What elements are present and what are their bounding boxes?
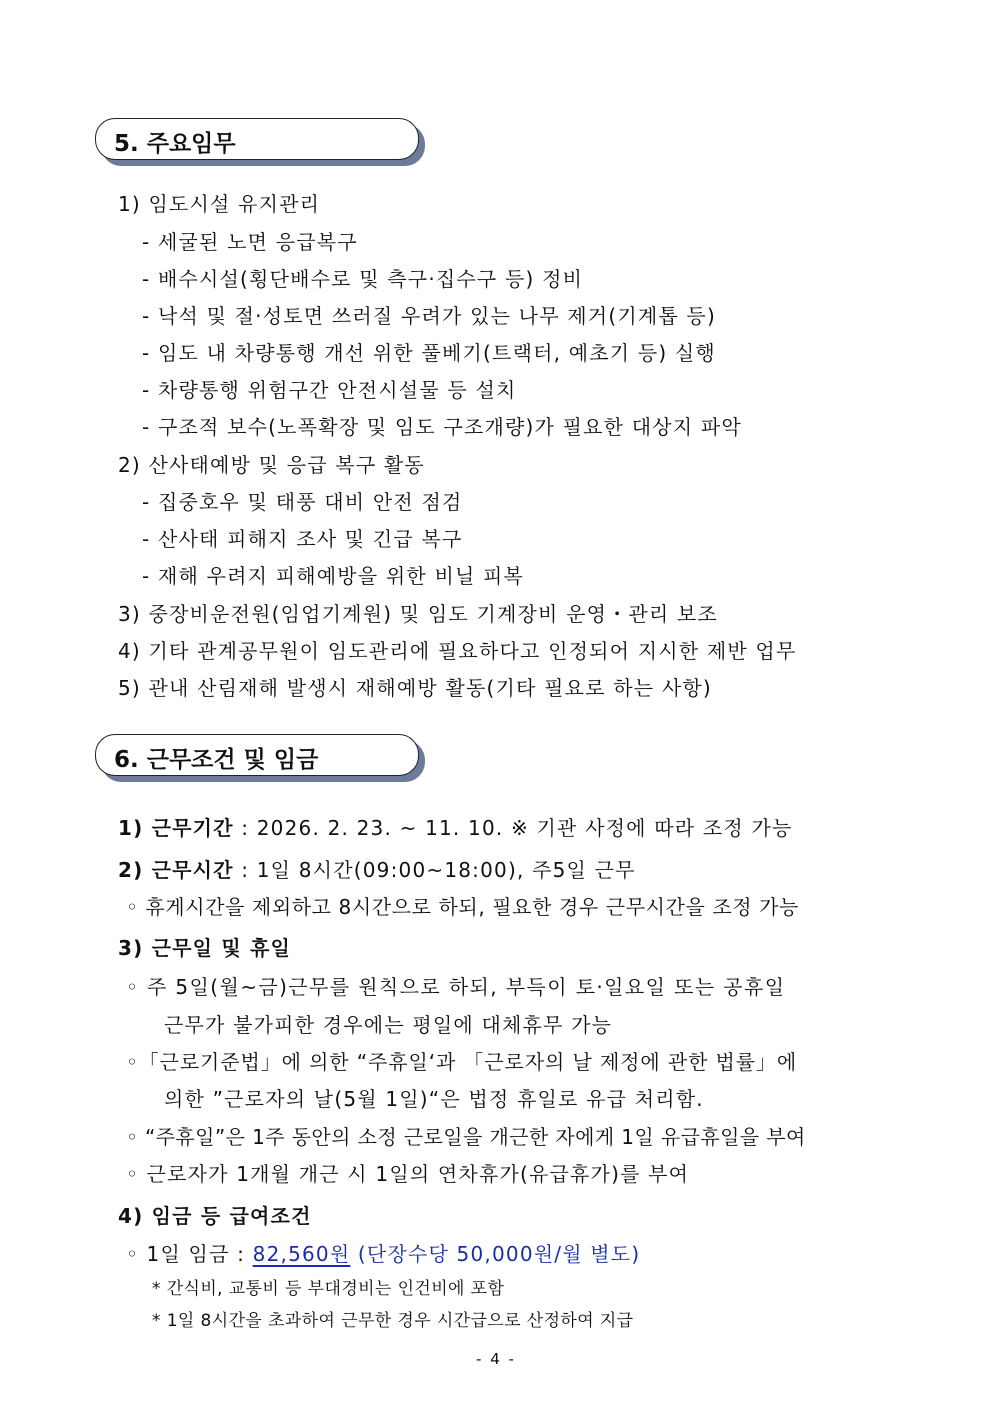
work-hours-label: 2) 근무시간 (118, 858, 234, 882)
list-item: - 집중호우 및 태풍 대비 안전 점검 (142, 490, 463, 514)
list-item: 3) 중장비운전원(임업기계원) 및 임도 기계장비 운영・관리 보조 (118, 602, 718, 626)
work-hours-value: : 1일 8시간(09:00~18:00), 주5일 근무 (233, 858, 636, 882)
list-item: - 차량통행 위험구간 안전시설물 등 설치 (142, 378, 517, 402)
footnote: * 간식비, 교통비 등 부대경비는 인건비에 포함 (152, 1279, 505, 1299)
list-item: ◦ 근로자가 1개월 개근 시 1일의 연차휴가(유급휴가)를 부여 (126, 1162, 690, 1186)
page-number: - 4 - (476, 1350, 516, 1368)
list-item: ◦ 주 5일(월~금)근무를 원칙으로 하되, 부득이 토·일요일 또는 공휴일 (126, 975, 786, 999)
work-period-label: 1) 근무기간 (118, 816, 234, 840)
footnote: * 1일 8시간을 초과하여 근무한 경우 시간급으로 산정하여 지급 (152, 1311, 634, 1331)
list-item: - 임도 내 차량통행 개선 위한 풀베기(트랙터, 예초기 등) 실행 (142, 341, 716, 365)
list-item: - 낙석 및 절·성토면 쓰러질 우려가 있는 나무 제거(기계톱 등) (142, 304, 716, 328)
daily-wage-extra: (단장수당 50,000원/월 별도) (350, 1242, 641, 1266)
section-5-title: 5. 주요임무 (114, 131, 236, 157)
pay-label: 4) 임금 등 급여조건 (118, 1204, 312, 1228)
section-6-title: 6. 근무조건 및 임금 (114, 747, 319, 773)
list-item: ◦「근로기준법」에 의한 “주휴일‘과 「근로자의 날 제정에 관한 법률」에 (126, 1050, 798, 1074)
list-item: ◦ “주휴일”은 1주 동안의 소정 근로일을 개근한 자에게 1일 유급휴일을 부여 (126, 1125, 806, 1149)
list-item: ◦ 휴게시간을 제외하고 8시간으로 하되, 필요한 경우 근무시간을 조정 가능 (126, 895, 799, 919)
list-item: 근무가 불가피한 경우에는 평일에 대체휴무 가능 (164, 1013, 613, 1037)
daily-wage-prefix: ◦ 1일 임금 : (126, 1242, 253, 1266)
section-5-header (95, 118, 419, 160)
list-item: - 세굴된 노면 응급복구 (142, 230, 358, 254)
daily-wage (126, 1238, 640, 1267)
work-period (118, 812, 792, 841)
list-item: - 산사태 피해지 조사 및 긴급 복구 (142, 527, 463, 551)
list-item: 5) 관내 산림재해 발생시 재해예방 활동(기타 필요로 하는 사항) (118, 676, 712, 700)
list-item: 2) 산사태예방 및 응급 복구 활동 (118, 453, 425, 477)
work-period-value: : 2026. 2. 23. ~ 11. 10. ※ 기관 사정에 따라 조정 가능 (233, 816, 793, 840)
list-item: - 배수시설(횡단배수로 및 측구·집수구 등) 정비 (142, 267, 584, 291)
work-days-label: 3) 근무일 및 휴일 (118, 936, 292, 960)
daily-wage-amount: 82,560원 (252, 1242, 351, 1266)
section-6-header (95, 734, 419, 776)
list-item: 의한 ”근로자의 날(5월 1일)“은 법정 휴일로 유급 처리함. (164, 1087, 704, 1111)
list-item: 4) 기타 관계공무원이 임도관리에 필요하다고 인정되어 지시한 제반 업무 (118, 639, 797, 663)
list-item: - 구조적 보수(노폭확장 및 임도 구조개량)가 필요한 대상지 파악 (142, 415, 742, 439)
work-hours (118, 854, 636, 883)
list-item: - 재해 우려지 피해예방을 위한 비닐 피복 (142, 564, 525, 588)
list-item: 1) 임도시설 유지관리 (118, 192, 321, 216)
